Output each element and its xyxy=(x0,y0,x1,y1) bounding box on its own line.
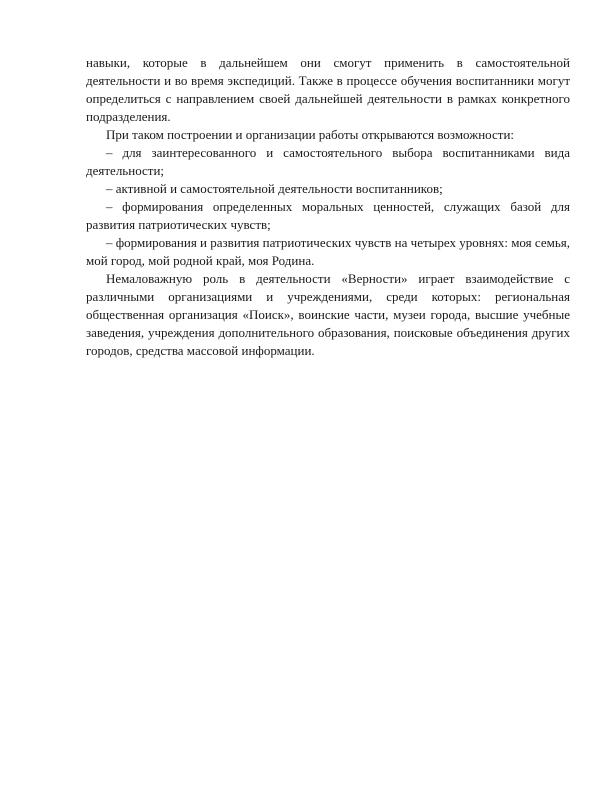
paragraph-opportunities-intro: При таком построении и организации работы открываются возможности: xyxy=(106,127,515,142)
list-item-values: – формирования определенных моральных ценностей, служащих базой для развития патриотических чувств; xyxy=(86,199,570,232)
document-page xyxy=(86,54,570,360)
list-item-patriotism-levels: – формирования и развития патриотических чувств на четырех уровнях: моя семья, мой город, мой родной край, моя Родина. xyxy=(86,235,570,268)
list-item-activity: – активной и самостоятельной деятельности воспитанников; xyxy=(106,181,443,196)
paragraph-cooperation: Немаловажную роль в деятельности «Верности» играет взаимодействие с различными организациями и учреждениями, среди которых: региональная общественная организация «Поиск», воинские части, музеи города, высшие учебные заведения, учреждения дополнительного образования, поисковые объединения других городов, средства массовой информации. xyxy=(86,271,570,358)
list-item-choice: – для заинтересованного и самостоятельного выбора воспитанниками вида деятельности; xyxy=(86,145,570,178)
paragraph-skills: навыки, которые в дальнейшем они смогут применить в самостоятельной деятельности и во время экспедиций. Также в процессе обучения воспитанники могут определиться с направлением своей дальнейшей деятельности в рамках конкретного подразделения. xyxy=(86,55,570,124)
